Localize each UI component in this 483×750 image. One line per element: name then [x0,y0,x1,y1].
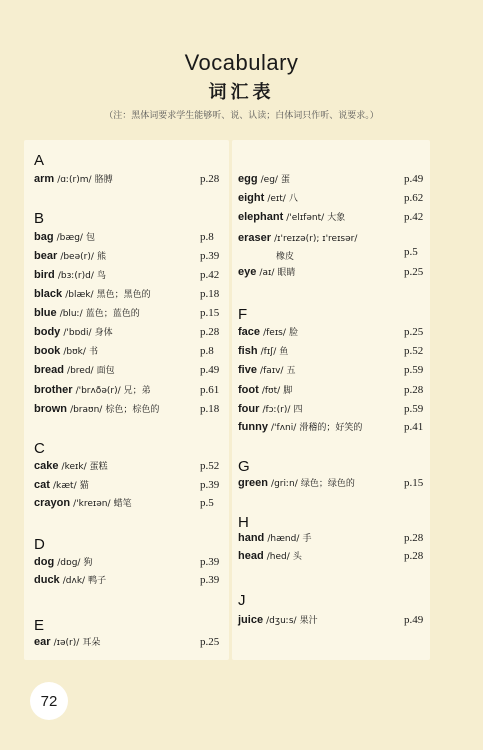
entry-meaning: 脚 [283,386,293,396]
entry-meaning: 身体 [94,328,113,338]
entry-word: eight [238,192,265,204]
entry-page: p.5 [200,497,214,509]
entry-phonetic: /'elɪfənt/ [286,213,325,223]
entry-phonetic: /dʌk/ [62,576,86,586]
entry-word: brown [34,403,67,415]
entry-phonetic: /feɪs/ [263,328,286,338]
entry-meaning: 橡皮 [276,252,295,262]
vocab-entry [34,479,89,493]
vocab-entry [238,477,355,491]
entry-meaning: 面包 [96,366,115,376]
entry-word: face [238,326,261,338]
entry-page: p.59 [404,364,424,376]
entry-word: dog [34,556,55,568]
entry-phonetic: /ɑː(r)m/ [57,175,92,185]
entry-phonetic: /dɒg/ [57,558,81,568]
entry-phonetic: /fɪʃ/ [260,347,277,357]
vocab-entry [238,403,302,417]
entry-meaning: 蓝色；蓝色的 [85,309,140,319]
entry-meaning: 黑色；黑色的 [96,290,151,300]
entry-meaning: 包 [86,233,96,243]
vocab-entry [238,384,292,398]
entry-word: crayon [34,497,71,509]
entry-meaning: 果汁 [299,616,318,626]
vocab-entry [34,326,113,340]
entry-word: foot [238,384,259,396]
entry-page: p.39 [200,556,220,568]
entry-word: book [34,345,61,357]
page-title: Vocabulary [184,50,299,75]
entry-phonetic: /fʊt/ [261,386,281,396]
section-letter: J [238,592,246,609]
entry-page: p.52 [404,345,424,357]
entry-phonetic: /fɔː(r)/ [262,405,291,415]
vocab-entry [238,192,298,206]
entry-word: four [238,403,260,415]
entry-word: cake [34,460,59,472]
section-letter: F [238,306,248,323]
entry-page: p.18 [200,288,220,300]
entry-phonetic: /beə(r)/ [60,252,94,262]
vocab-entry [238,364,296,378]
entry-page: p.28 [404,532,424,544]
entry-meaning: 蛋 [281,175,291,185]
entry-word: ear [34,636,51,648]
entry-meaning: 棕色；棕色的 [105,405,160,415]
entry-word: cat [34,479,50,491]
entry-page: p.25 [404,326,424,338]
entry-page: p.18 [200,403,220,415]
entry-word: five [238,364,257,376]
vocab-entry [238,421,362,435]
entry-meaning: 熊 [96,252,106,262]
entry-page: p.41 [404,421,424,433]
entry-phonetic: /dʒuːs/ [266,616,297,626]
entry-meaning: 胳膊 [94,175,113,185]
entry-word: duck [34,574,60,586]
entry-meaning: 鸭子 [88,576,107,586]
entry-page: p.39 [200,574,220,586]
vocab-entry [34,497,132,511]
entry-page: p.39 [200,479,220,491]
entry-phonetic: /bæg/ [56,233,83,243]
entry-meaning: 五 [286,366,296,376]
vocab-entry [238,550,302,564]
vocab-entry [34,636,100,650]
entry-phonetic: /bluː/ [59,309,83,319]
entry-word: brother [34,384,73,396]
entry-meaning: 猫 [79,481,89,491]
entry-word: bag [34,231,54,243]
entry-page: p.61 [200,384,220,396]
vocab-entry [34,556,93,570]
entry-phonetic: /'brʌðə(r)/ [75,386,121,396]
section-letter: C [34,440,45,457]
entry-word: hand [238,532,265,544]
entry-meaning: 绿色；绿色的 [300,479,355,489]
vocab-entry [34,403,159,417]
entry-word: bird [34,269,55,281]
vocab-entry [238,326,298,340]
entry-phonetic: /blæk/ [65,290,94,300]
page-subtitle: 词汇表 [208,82,275,103]
entry-meaning: 手 [302,534,312,544]
entry-phonetic: /bɜː(r)d/ [57,271,94,281]
entry-page: p.62 [404,192,424,204]
vocab-entry [34,269,106,283]
vocab-entry [34,173,113,187]
entry-meaning: 八 [288,194,298,204]
entry-phonetic: /braʊn/ [70,405,103,415]
section-letter: E [34,617,45,634]
entry-page: p.52 [200,460,220,472]
entry-phonetic: /bred/ [67,366,94,376]
entry-phonetic: /hed/ [266,552,290,562]
entry-word: body [34,326,61,338]
entry-phonetic: /kæt/ [52,481,77,491]
entry-phonetic: /'bɒdi/ [63,328,92,338]
entry-word: egg [238,173,258,185]
entry-meaning: 狗 [83,558,93,568]
entry-meaning: 鸟 [96,271,106,281]
vocab-entry [238,211,345,225]
entry-page: p.28 [200,326,220,338]
entry-word: blue [34,307,57,319]
vocab-entry [34,345,98,359]
vocab-entry [238,614,318,628]
vocab-entry [34,574,106,588]
section-letter: D [34,536,45,553]
entry-page: p.15 [200,307,220,319]
entry-phonetic: /eɪt/ [267,194,286,204]
entry-phonetic: /ɪ'reɪzə(r); ɪ'reɪsər/ [274,234,358,244]
vocab-entry [238,345,288,359]
entry-meaning: 眼睛 [277,268,296,278]
vocab-entry [34,460,108,474]
entry-word: black [34,288,63,300]
entry-word: head [238,550,264,562]
entry-word: bear [34,250,58,262]
entry-meaning: 头 [292,552,302,562]
entry-phonetic: /bʊk/ [63,347,86,357]
entry-page: p.49 [404,173,424,185]
entry-meaning: 耳朵 [82,638,101,648]
entry-page: p.39 [200,250,220,262]
entry-phonetic: /'fʌni/ [271,423,297,433]
entry-page: p.49 [404,614,424,626]
entry-word: elephant [238,211,284,223]
section-letter: A [34,152,45,169]
entry-word: juice [238,614,264,626]
entry-word: eye [238,266,257,278]
entry-phonetic: /hænd/ [267,534,300,544]
entry-page: p.8 [200,345,214,357]
entry-phonetic: /griːn/ [271,479,298,489]
vocab-entry [34,231,95,245]
section-letter: G [238,458,250,475]
entry-meaning: 鱼 [279,347,289,357]
entry-page: p.42 [200,269,220,281]
entry-meaning: 书 [88,347,98,357]
entry-phonetic: /eg/ [260,175,278,185]
entry-page: p.5 [404,246,418,258]
entry-meaning: 脸 [288,328,298,338]
entry-word: fish [238,345,258,357]
section-letter: B [34,210,45,227]
page-note: （注：黑体词要求学生能够听、说、认读；白体词只作听、说要求。） [104,111,379,121]
entry-page: p.8 [200,231,214,243]
entry-word: funny [238,421,268,433]
entry-word: eraser [238,232,272,244]
entry-page: p.28 [404,550,424,562]
entry-phonetic: /keɪk/ [61,462,87,472]
entry-page: p.25 [404,266,424,278]
vocab-entry [238,266,295,280]
vocab-entry [34,384,151,398]
entry-page: p.28 [200,173,220,185]
entry-meaning: 蛋糕 [89,462,108,472]
entry-page: p.49 [200,364,220,376]
entry-page: p.25 [200,636,220,648]
entry-page: p.28 [404,384,424,396]
vocab-entry [34,364,115,378]
section-letter: H [238,514,249,531]
entry-meaning: 大象 [327,213,346,223]
entry-word: arm [34,173,55,185]
vocab-entry [34,250,106,264]
entry-page: p.59 [404,403,424,415]
vocab-entry [238,532,311,546]
entry-meaning: 四 [293,405,303,415]
entry-phonetic: /'kreɪən/ [73,499,111,509]
entry-meaning: 蜡笔 [113,499,132,509]
entry-word: bread [34,364,64,376]
entry-meaning: 滑稽的；好笑的 [299,423,363,433]
entry-meaning: 兄；弟 [123,386,151,396]
vocab-entry [34,307,140,321]
entry-page: p.15 [404,477,424,489]
entry-word: green [238,477,268,489]
entry-phonetic: /ɪə(r)/ [53,638,80,648]
entry-phonetic: /faɪv/ [260,366,284,376]
page-number: 72 [30,682,68,720]
vocab-entry [34,288,151,302]
entry-page: p.42 [404,211,424,223]
vocab-entry [238,232,357,246]
entry-phonetic: /aɪ/ [259,268,275,278]
vocab-entry [238,173,290,187]
